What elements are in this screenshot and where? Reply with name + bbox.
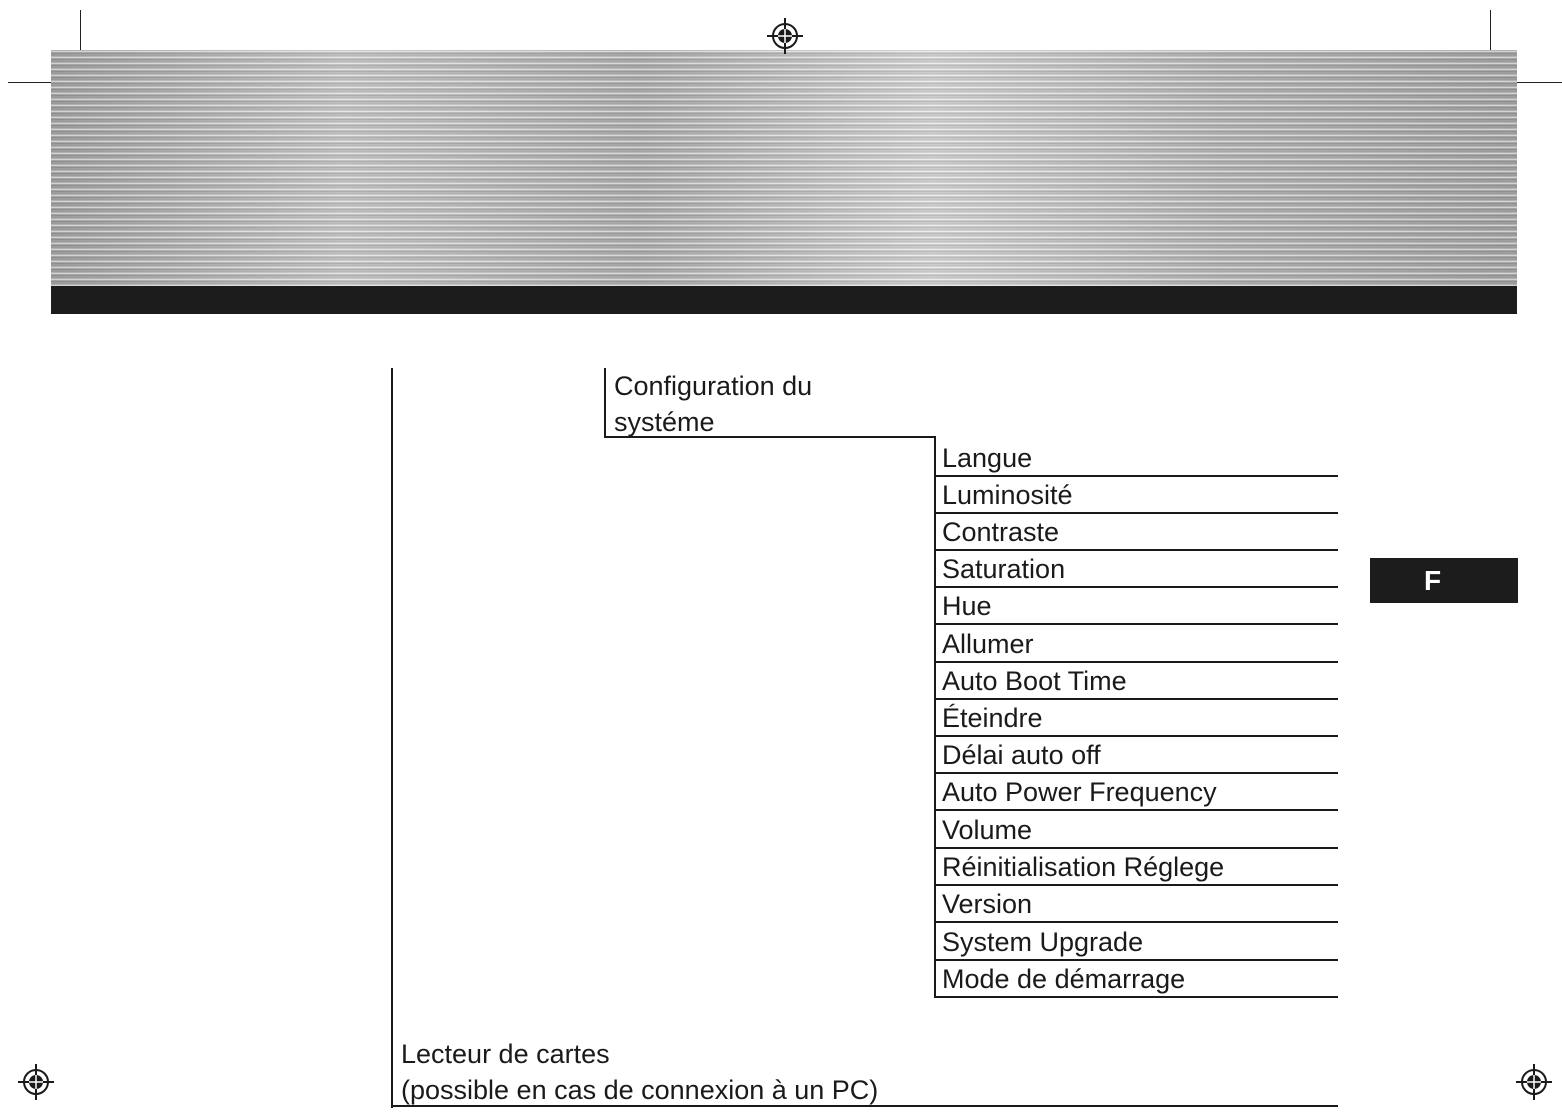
system-config-vertical-line [604,368,606,438]
registration-mark-icon [1516,1064,1552,1100]
menu-item-auto-power-frequency: Auto Power Frequency [936,774,1338,811]
menu-item-system-upgrade: System Upgrade [936,924,1338,961]
registration-mark-icon [767,18,803,54]
menu-item-langue: Langue [936,440,1338,477]
menu-item-allumer: Allumer [936,626,1338,663]
crop-mark-top-right-horizontal [1510,82,1562,83]
menu-item-volume: Volume [936,812,1338,849]
menu-item-luminosite: Luminosité [936,477,1338,514]
menu-item-auto-boot-time: Auto Boot Time [936,663,1338,700]
menu-item-saturation: Saturation [936,551,1338,588]
system-config-label-line2: systéme [614,407,715,437]
menu-item-eteindre: Éteindre [936,700,1338,737]
menu-item-reinitialisation: Réinitialisation Réglege [936,849,1338,886]
registration-mark-icon [18,1064,54,1100]
banner-black-bar [51,286,1517,314]
main-tree-vertical-line [391,368,393,1108]
system-config-label-line1: Configuration du [614,371,813,401]
card-reader-label-line1: Lecteur de cartes [401,1039,610,1069]
card-reader-label-line2: (possible en cas de connexion à un PC) [401,1075,879,1105]
menu-item-version: Version [936,886,1338,923]
language-tab: F [1370,558,1518,603]
menu-item-hue: Hue [936,588,1338,625]
brushed-metal-banner [51,50,1517,286]
menu-item-contraste: Contraste [936,514,1338,551]
menu-item-mode-de-demarrage: Mode de démarrage [936,961,1338,998]
menu-item-delai-auto-off: Délai auto off [936,737,1338,774]
